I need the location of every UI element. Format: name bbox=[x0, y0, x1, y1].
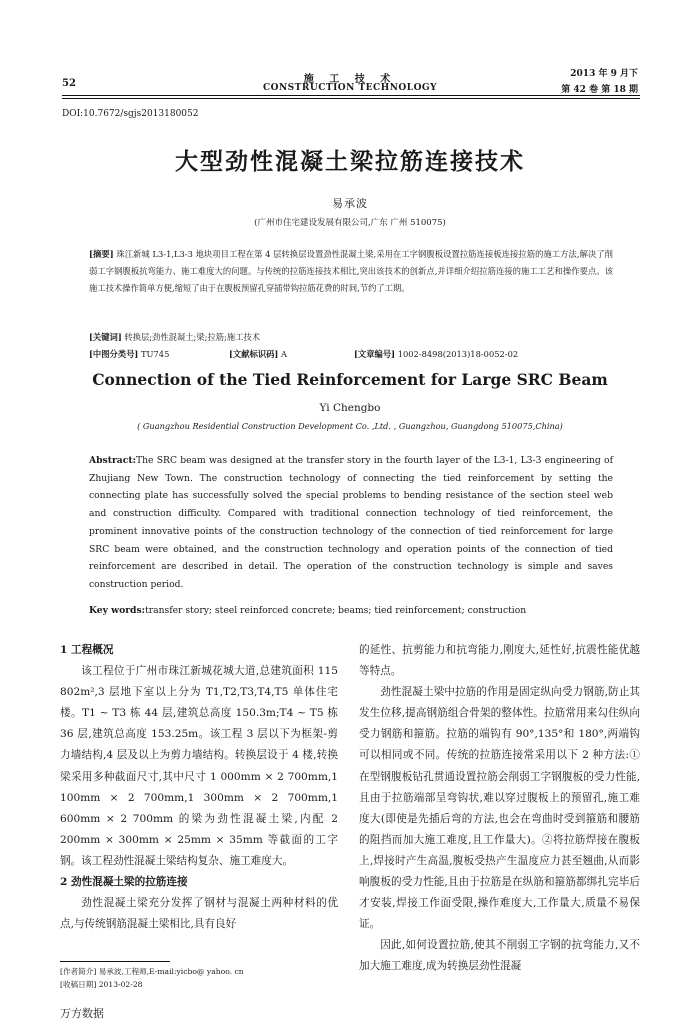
body-paragraph: 该工程位于广州市珠江新城花城大道,总建筑面积 115 802m²,3 层地下室以上分为 T1,T2,T3,T4,T5 单体住宅楼。T1 ~ T3 栋 44 层,建筑总高度 150.3m;T4 ~ T5 栋 36 层,建筑总高度 153.25m。该工程 3 层以下为框架-剪力墙结构,4 层及以上为剪力墙结构。转换层设于 4 楼,转换梁采用多种截面尺寸,其中尺寸 1 000mm × 2 700mm,1 100mm × 2 700mm,1 300mm × 2 700mm,1 600mm × 2 700mm 的梁为劲性混凝土梁,内配 2 200mm × 300mm × 25mm × 35mm 等截面的工字钢。该工程劲性混凝土梁结构复杂、施工难度大。 bbox=[60, 665, 338, 867]
body-paragraph: 劲性混凝土梁中拉筋的作用是固定纵向受力钢筋,防止其发生位移,提高钢筋组合骨架的整体性。拉筋常用来勾住纵向受力钢筋和箍筋。拉筋的端钩有 90°,135°和 180°,两端钩可以相同或不同。传统的拉筋连接常采用以下 2 种方法:①在型钢腹板钻孔贯通设置拉筋会削弱工字钢腹板的受力性能,且由于拉筋端部呈弯钩状,难以穿过腹板上的预留孔,施工难度大(即使是先插后弯的方法,也会在弯曲时受到箍筋和腰筋的阻挡而加大施工难度,且工作量大)。②将拉筋焊接在腹板上,焊接时产生高温,腹板受热产生温度应力甚至翘曲,从而影响腹板的受力性能,且由于拉筋是在纵筋和箍筋都绑扎完毕后才安装,焊接工作面受限,操作难度大,工作量大,质量不易保证。 bbox=[359, 686, 640, 931]
section-heading-1: 1 工程概况 bbox=[60, 644, 114, 656]
doc-value: A bbox=[280, 349, 287, 359]
journal-name-en: CONSTRUCTION TECHNOLOGY bbox=[262, 83, 438, 93]
keywords-en bbox=[89, 605, 613, 616]
clc-code bbox=[89, 348, 169, 360]
doc-code bbox=[229, 348, 287, 360]
author-en: Yi Chengbo bbox=[319, 402, 381, 414]
clc-value: TU745 bbox=[140, 349, 170, 359]
keywords-zh-text: 转换层;劲性混凝土;梁;拉筋;施工技术 bbox=[124, 332, 261, 342]
page-number: 52 bbox=[62, 78, 76, 89]
affiliation-zh: (广州市住宅建设发展有限公司,广东 广州 510075) bbox=[254, 218, 446, 228]
keywords-en-text: transfer story; steel reinforced concrete; beams; tied reinforcement; construction bbox=[145, 605, 527, 616]
keywords-zh bbox=[89, 331, 260, 343]
keywords-zh-label: [关键词] bbox=[89, 332, 122, 342]
art-label: [文章编号] bbox=[354, 349, 396, 359]
watermark: 万方数据 bbox=[60, 1008, 104, 1020]
body-paragraph: 因此,如何设置拉筋,使其不削弱工字钢的抗弯能力,又不加大施工难度,成为转换层劲性混凝 bbox=[359, 939, 640, 973]
doc-label: [文献标识码] bbox=[229, 349, 279, 359]
abstract-zh-text: 珠江新城 L3-1,L3-3 地块项目工程在第 4 层转换层设置劲性混凝土梁,采用在工字钢腹板设置拉筋连接板连接拉筋的施工方法,解决了削弱工字钢腹板抗弯能力、施工难度大的问题。与传统的拉筋连接技术相比,突出该技术的创新点,并详细介绍拉筋连接的施工工艺和操作要点。该施工技术操作简单方便,缩短了由于在腹板预留孔穿插带钩拉筋花费的时间,节约了工期。 bbox=[89, 249, 613, 294]
body-column-right bbox=[359, 640, 640, 978]
abstract-en bbox=[89, 452, 613, 594]
volume-issue: 第 42 卷 第 18 期 bbox=[561, 85, 638, 95]
abstract-zh-label: [摘要] bbox=[89, 249, 114, 259]
journal-name-zh: 施 工 技 术 bbox=[303, 74, 397, 85]
footnote-author: [作者简介] 易承波,工程师,E-mail:yicbo@ yahoo. cn bbox=[60, 967, 244, 976]
footnote-received: [收稿日期] 2013-02-28 bbox=[60, 980, 143, 989]
affiliation-en: ( Guangzhou Residential Construction Development Co. ,Ltd. , Guangzhou, Guangdong 510075,China) bbox=[137, 421, 563, 431]
doi: DOI:10.7672/sgjs2013180052 bbox=[62, 109, 199, 119]
header-rule-thin bbox=[62, 98, 640, 99]
title-en: Connection of the Tied Reinforcement for Large SRC Beam bbox=[92, 370, 608, 389]
abstract-en-text: The SRC beam was designed at the transfer story in the fourth layer of the L3-1, L3-3 engineering of Zhujiang New Town. The construction technology of connecting the tied reinforcement by setting the connecting plate has successfully solved the special problems to bending resistance of the section steel web and construction difficulty. Compared with traditional connection technology of tied reinforcement, the prominent innovative points of the construction technology of the connection of tied reinforcement for large SRC beam were obtained, and the construction technology and operation points of the connection of tied reinforcement are described in detail. The operation of the construction technology is simple and saves construction period. bbox=[89, 455, 613, 590]
title-zh: 大型劲性混凝土梁拉筋连接技术 bbox=[175, 148, 525, 175]
footnote-rule bbox=[60, 961, 170, 962]
author-zh: 易承波 bbox=[332, 197, 368, 210]
body-paragraph: 劲性混凝土梁充分发挥了钢材与混凝土两种材料的优点,与传统钢筋混凝土梁相比,具有良好 bbox=[60, 897, 338, 931]
header-rule-thick bbox=[62, 95, 640, 96]
article-number bbox=[354, 348, 518, 360]
issue-date: 2013 年 9 月下 bbox=[570, 69, 638, 79]
art-value: 1002-8498(2013)18-0052-02 bbox=[397, 349, 519, 359]
abstract-zh bbox=[89, 246, 613, 298]
clc-label: [中图分类号] bbox=[89, 349, 139, 359]
body-column-left bbox=[60, 640, 338, 935]
keywords-en-label: Key words: bbox=[89, 605, 146, 616]
body-paragraph: 的延性、抗剪能力和抗弯能力,刚度大,延性好,抗震性能优越等特点。 bbox=[359, 644, 640, 678]
abstract-en-label: Abstract: bbox=[89, 455, 136, 466]
section-heading-2: 2 劲性混凝土梁的拉筋连接 bbox=[60, 876, 188, 889]
